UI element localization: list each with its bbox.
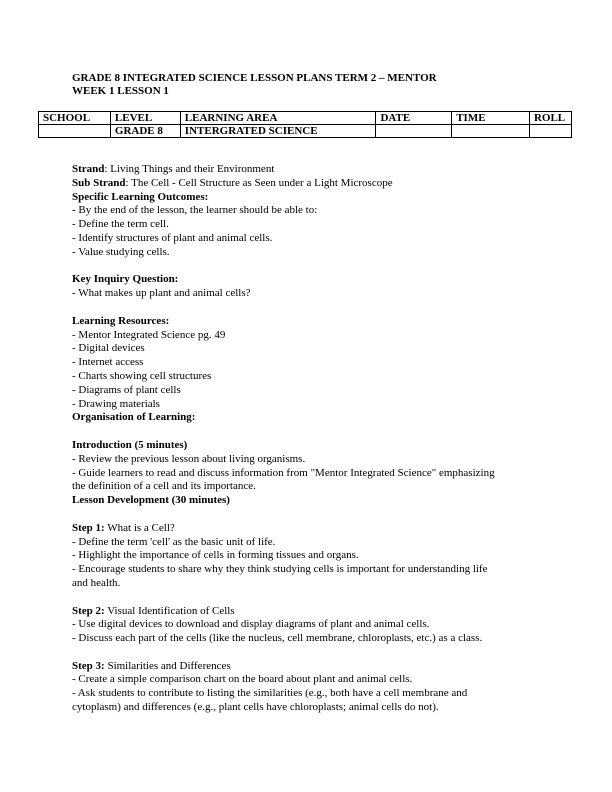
title-line-1: GRADE 8 INTEGRATED SCIENCE LESSON PLANS TERM 2 – MENTOR [72, 72, 437, 84]
list-item: - Identify structures of plant and animal cells. [72, 231, 273, 244]
step-1-label: Step 1: [72, 521, 105, 534]
list-item: - Discuss each part of the cells (like the nucleus, cell membrane, chloroplasts, etc.) as a class. [72, 632, 483, 645]
header-school: SCHOOL [39, 112, 111, 125]
title-line-2: WEEK 1 LESSON 1 [72, 85, 169, 97]
strand-label: Strand [72, 163, 105, 175]
list-item: the definition of a cell and its importance. [72, 480, 256, 493]
sub-strand-label: Sub Strand [72, 176, 126, 189]
list-item: - Use digital devices to download and display diagrams of plant and animal cells. [72, 618, 430, 631]
table-header-row [39, 112, 572, 125]
introduction-heading: Introduction (5 minutes) [72, 438, 188, 451]
list-item: - Ask students to contribute to listing the similarities (e.g., both have a cell membrane and [72, 687, 468, 700]
header-learning-area: LEARNING AREA [180, 112, 376, 125]
header-date: DATE [376, 112, 452, 125]
list-item: - By the end of the lesson, the learner should be able to: [72, 204, 318, 217]
strand-value: : Living Things and their Environment [104, 163, 275, 175]
list-item: - Review the previous lesson about living organisms. [72, 452, 306, 465]
step-2-heading [72, 605, 542, 619]
cell-learning-area: INTERGRATED SCIENCE [180, 125, 376, 138]
list-item: - Guide learners to read and discuss information from "Mentor Integrated Science" emphasizing [72, 466, 495, 479]
lesson-info-table [38, 111, 572, 138]
resources-heading: Learning Resources: [72, 314, 170, 327]
strand-line [72, 163, 542, 177]
step-1-heading [72, 522, 542, 536]
header-level: LEVEL [110, 112, 180, 125]
step-3-heading [72, 660, 542, 674]
list-item: - Define the term 'cell' as the basic unit of life. [72, 535, 276, 548]
sub-strand-value: : The Cell - Cell Structure as Seen under a Light Microscope [125, 176, 393, 189]
list-item: - Value studying cells. [72, 245, 170, 258]
cell-level: GRADE 8 [110, 125, 180, 138]
list-item: - Charts showing cell structures [72, 369, 212, 382]
outcomes-heading: Specific Learning Outcomes: [72, 190, 209, 203]
inquiry-heading: Key Inquiry Question: [72, 273, 179, 286]
list-item: cytoplasm) and differences (e.g., plant cells have chloroplasts; animal cells do not). [72, 701, 439, 714]
list-item: - Digital devices [72, 342, 145, 355]
header-roll: ROLL [529, 112, 571, 125]
list-item: and health. [72, 576, 121, 589]
list-item: - Mentor Integrated Science pg. 49 [72, 328, 226, 341]
list-item: - What makes up plant and animal cells? [72, 287, 251, 300]
list-item: - Create a simple comparison chart on the board about plant and animal cells. [72, 673, 413, 686]
organisation-heading: Organisation of Learning: [72, 411, 196, 424]
lesson-body [72, 163, 542, 715]
step-2-label: Step 2: [72, 604, 105, 617]
cell-time [452, 125, 530, 138]
step-3-label: Step 3: [72, 659, 105, 672]
list-item: - Diagrams of plant cells [72, 383, 181, 396]
step-1-title: What is a Cell? [104, 521, 175, 534]
step-3-title: Similarities and Differences [104, 659, 231, 672]
table-row [39, 125, 572, 138]
cell-roll [529, 125, 571, 138]
list-item: - Internet access [72, 356, 144, 369]
document-title [72, 72, 437, 98]
sub-strand-line [72, 177, 542, 191]
list-item: - Encourage students to share why they think studying cells is important for understanding life [72, 563, 488, 576]
header-time: TIME [452, 112, 530, 125]
list-item: - Drawing materials [72, 397, 160, 410]
development-heading: Lesson Development (30 minutes) [72, 494, 230, 507]
list-item: - Highlight the importance of cells in forming tissues and organs. [72, 549, 359, 562]
cell-school [39, 125, 111, 138]
list-item: - Define the term cell. [72, 218, 169, 231]
cell-date [376, 125, 452, 138]
step-2-title: Visual Identification of Cells [104, 604, 235, 617]
